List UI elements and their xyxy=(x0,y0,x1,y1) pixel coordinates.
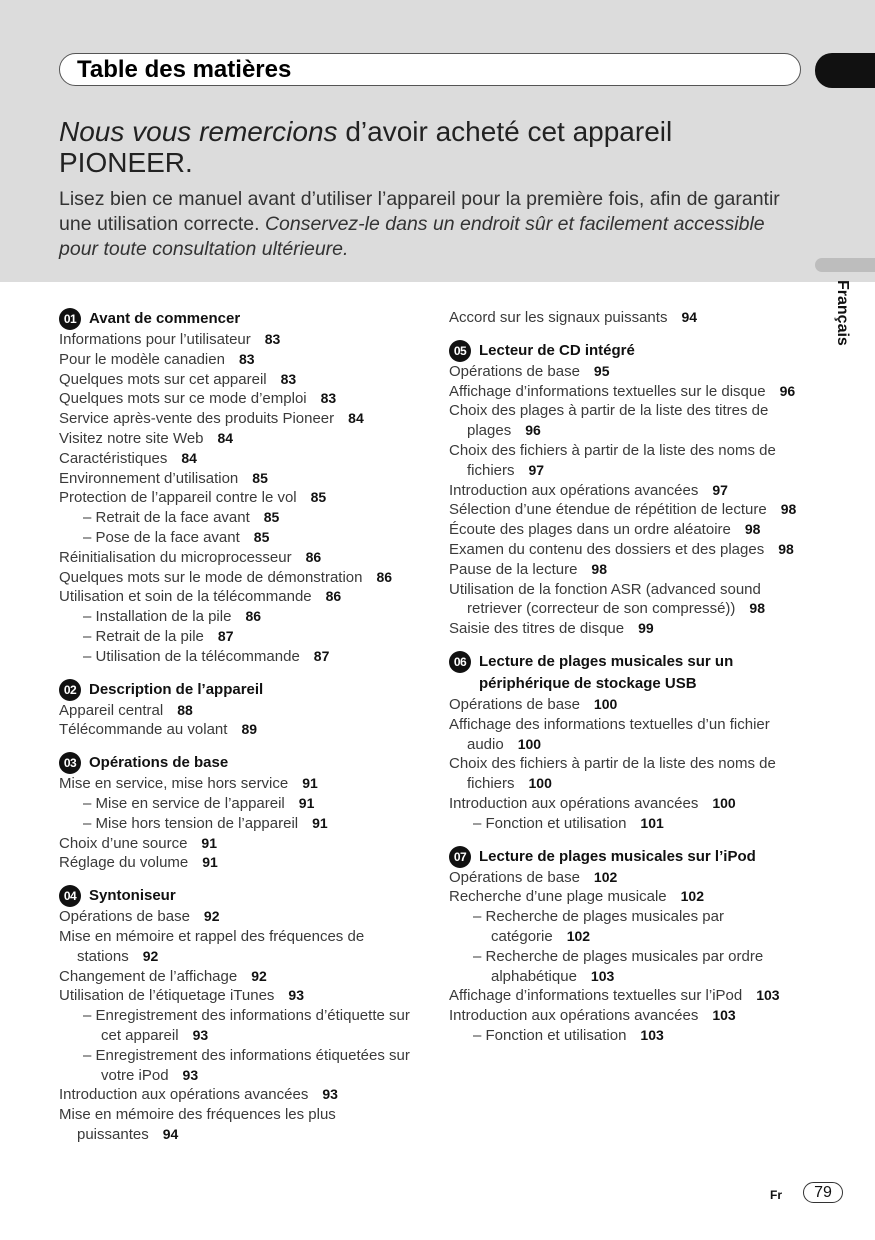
toc-entry[interactable]: Choix des plages à partir de la liste des titres de plages 96 xyxy=(449,402,769,440)
toc-entry[interactable]: Choix des fichiers à partir de la liste des noms de fichiers 97 xyxy=(449,441,776,479)
toc-subentry[interactable]: – Mise hors tension de l’appareil 91 xyxy=(83,814,328,832)
language-label: Français xyxy=(834,280,851,346)
section-number-badge: 01 xyxy=(59,308,81,330)
intro-body-plain: Lisez bien ce manuel avant d’utiliser l’appareil pour la première fois, afin de garantir une utilisation correcte. xyxy=(59,188,780,235)
section-number-badge: 03 xyxy=(59,752,81,774)
toc-entry[interactable]: Choix d’une source 91 xyxy=(59,834,217,852)
toc-section-02 xyxy=(59,679,429,741)
toc-entry[interactable]: Changement de l’affichage 92 xyxy=(59,967,267,985)
toc-section-03 xyxy=(59,752,429,873)
page-title-box xyxy=(59,53,801,86)
toc-entry[interactable]: Mise en mémoire des fréquences les plus puissantes 94 xyxy=(59,1106,336,1143)
toc-column-right xyxy=(449,308,809,1058)
toc-section-04 xyxy=(59,885,429,1145)
toc-subentry[interactable]: – Pose de la face avant 85 xyxy=(83,528,270,546)
toc-subentry[interactable]: – Enregistrement des informations d’étiquette sur cet appareil 93 xyxy=(83,1007,410,1044)
toc-section-06 xyxy=(449,651,809,834)
section-tab-marker xyxy=(815,53,875,88)
toc-entry[interactable]: Opérations de base 100 xyxy=(449,695,618,713)
toc-entry[interactable]: Affichage d’informations textuelles sur le disque 96 xyxy=(449,382,796,400)
toc-entry[interactable]: Réglage du volume 91 xyxy=(59,854,218,872)
toc-entry[interactable]: Opérations de base 92 xyxy=(59,908,220,926)
section-title[interactable]: Description de l’appareil xyxy=(89,680,264,698)
footer-page-number: 79 xyxy=(803,1182,843,1203)
toc-entry[interactable]: Protection de l’appareil contre le vol 85 xyxy=(59,489,327,507)
page-title: Table des matières xyxy=(77,56,292,83)
toc-entry[interactable]: Affichage d’informations textuelles sur l’iPod 103 xyxy=(449,987,780,1005)
toc-subentry[interactable]: – Fonction et utilisation 103 xyxy=(473,1026,664,1044)
footer-language-code: Fr xyxy=(770,1188,782,1202)
toc-entry[interactable]: Quelques mots sur le mode de démonstration 86 xyxy=(59,568,393,586)
toc-entry[interactable]: Écoute des plages dans un ordre aléatoire 98 xyxy=(449,521,761,539)
section-number-badge: 07 xyxy=(449,846,471,868)
section-title[interactable]: Opérations de base xyxy=(89,754,229,772)
toc-subentry[interactable]: – Recherche de plages musicales par catégorie 102 xyxy=(473,908,724,945)
toc-entry[interactable]: Introduction aux opérations avancées 97 xyxy=(449,481,728,499)
toc-entry[interactable]: Choix des fichiers à partir de la liste des noms de fichiers 100 xyxy=(449,755,776,793)
toc-entry[interactable]: Quelques mots sur cet appareil 83 xyxy=(59,370,297,388)
toc-entry[interactable]: Opérations de base 102 xyxy=(449,868,618,886)
toc-subentry[interactable]: – Recherche de plages musicales par ordre alphabétique 103 xyxy=(473,947,764,985)
toc-entry[interactable]: Opérations de base 95 xyxy=(449,362,610,380)
toc-section-04-continued xyxy=(449,308,809,328)
toc-entry[interactable]: Mise en mémoire et rappel des fréquences de stations 92 xyxy=(59,927,365,965)
toc-entry[interactable]: Utilisation et soin de la télécommande 86 xyxy=(59,588,342,606)
toc-entry[interactable]: Appareil central 88 xyxy=(59,701,193,719)
headline-italic: Nous vous remercions xyxy=(59,116,338,147)
language-label-box xyxy=(823,276,863,376)
intro-paragraph xyxy=(59,187,809,262)
toc-entry[interactable]: Saisie des titres de disque 99 xyxy=(449,620,654,638)
toc-entry[interactable]: Accord sur les signaux puissants 94 xyxy=(449,309,698,326)
toc-entry[interactable]: Sélection d’une étendue de répétition de lecture 98 xyxy=(449,501,797,519)
intro-headline xyxy=(59,116,799,178)
section-number-badge: 06 xyxy=(449,651,471,673)
toc-subentry[interactable]: – Utilisation de la télécommande 87 xyxy=(83,647,330,665)
section-number-badge: 02 xyxy=(59,679,81,701)
toc-entry[interactable]: Environnement d’utilisation 85 xyxy=(59,469,268,487)
toc-subentry[interactable]: – Retrait de la face avant 85 xyxy=(83,509,280,527)
intro-body-italic: Conservez-le dans un endroit sûr et facilement accessible pour toute consultation ultérieure. xyxy=(59,213,765,260)
toc-subentry[interactable]: – Retrait de la pile 87 xyxy=(83,627,234,645)
toc-subentry[interactable]: – Fonction et utilisation 101 xyxy=(473,814,664,832)
section-title[interactable]: Avant de commencer xyxy=(89,310,241,327)
toc-entry[interactable]: Examen du contenu des dossiers et des plages 98 xyxy=(449,540,794,558)
toc-entry[interactable]: Introduction aux opérations avancées 93 xyxy=(59,1086,338,1104)
toc-entry[interactable]: Mise en service, mise hors service 91 xyxy=(59,775,318,793)
toc-entry[interactable]: Introduction aux opérations avancées 100 xyxy=(449,794,736,812)
section-title[interactable]: Lecture de plages musicales sur l’iPod xyxy=(479,847,756,865)
language-tab-marker xyxy=(815,258,875,272)
headline-rest: d’avoir acheté cet appareil PIONEER. xyxy=(59,116,673,178)
section-title[interactable]: Syntoniseur xyxy=(89,887,176,905)
toc-section-07 xyxy=(449,846,809,1046)
toc-entry[interactable]: Utilisation de la fonction ASR (advanced sound retriever (correcteur de son compressé)) 98 xyxy=(449,580,765,618)
toc-column-left xyxy=(59,308,429,1157)
toc-entry[interactable]: Pour le modèle canadien 83 xyxy=(59,350,255,368)
section-number-badge: 04 xyxy=(59,885,81,907)
toc-section-05 xyxy=(449,340,809,639)
toc-entry[interactable]: Service après-vente des produits Pioneer 84 xyxy=(59,410,364,428)
toc-entry[interactable]: Visitez notre site Web 84 xyxy=(59,429,234,447)
section-title[interactable]: Lecture de plages musicales sur un périphérique de stockage USB xyxy=(479,652,734,692)
toc-entry[interactable]: Pause de la lecture 98 xyxy=(449,560,607,578)
toc-subentry[interactable]: – Enregistrement des informations étiquetées sur votre iPod 93 xyxy=(83,1046,410,1084)
toc-entry[interactable]: Utilisation de l’étiquetage iTunes 93 xyxy=(59,987,304,1005)
section-title[interactable]: Lecteur de CD intégré xyxy=(479,341,635,359)
section-number-badge: 05 xyxy=(449,340,471,362)
toc-subentry[interactable]: – Mise en service de l’appareil 91 xyxy=(83,794,315,812)
toc-subentry[interactable]: – Installation de la pile 86 xyxy=(83,608,262,626)
toc-entry[interactable]: Informations pour l’utilisateur 83 xyxy=(59,331,281,348)
toc-entry[interactable]: Affichage des informations textuelles d’un fichier audio 100 xyxy=(449,715,770,753)
toc-entry[interactable]: Introduction aux opérations avancées 103 xyxy=(449,1007,736,1025)
toc-entry[interactable]: Recherche d’une plage musicale 102 xyxy=(449,888,704,906)
toc-entry[interactable]: Caractéristiques 84 xyxy=(59,449,197,467)
toc-entry[interactable]: Quelques mots sur ce mode d’emploi 83 xyxy=(59,390,337,408)
toc-entry[interactable]: Réinitialisation du microprocesseur 86 xyxy=(59,548,322,566)
toc-section-01 xyxy=(59,308,429,667)
toc-entry[interactable]: Télécommande au volant 89 xyxy=(59,721,258,739)
